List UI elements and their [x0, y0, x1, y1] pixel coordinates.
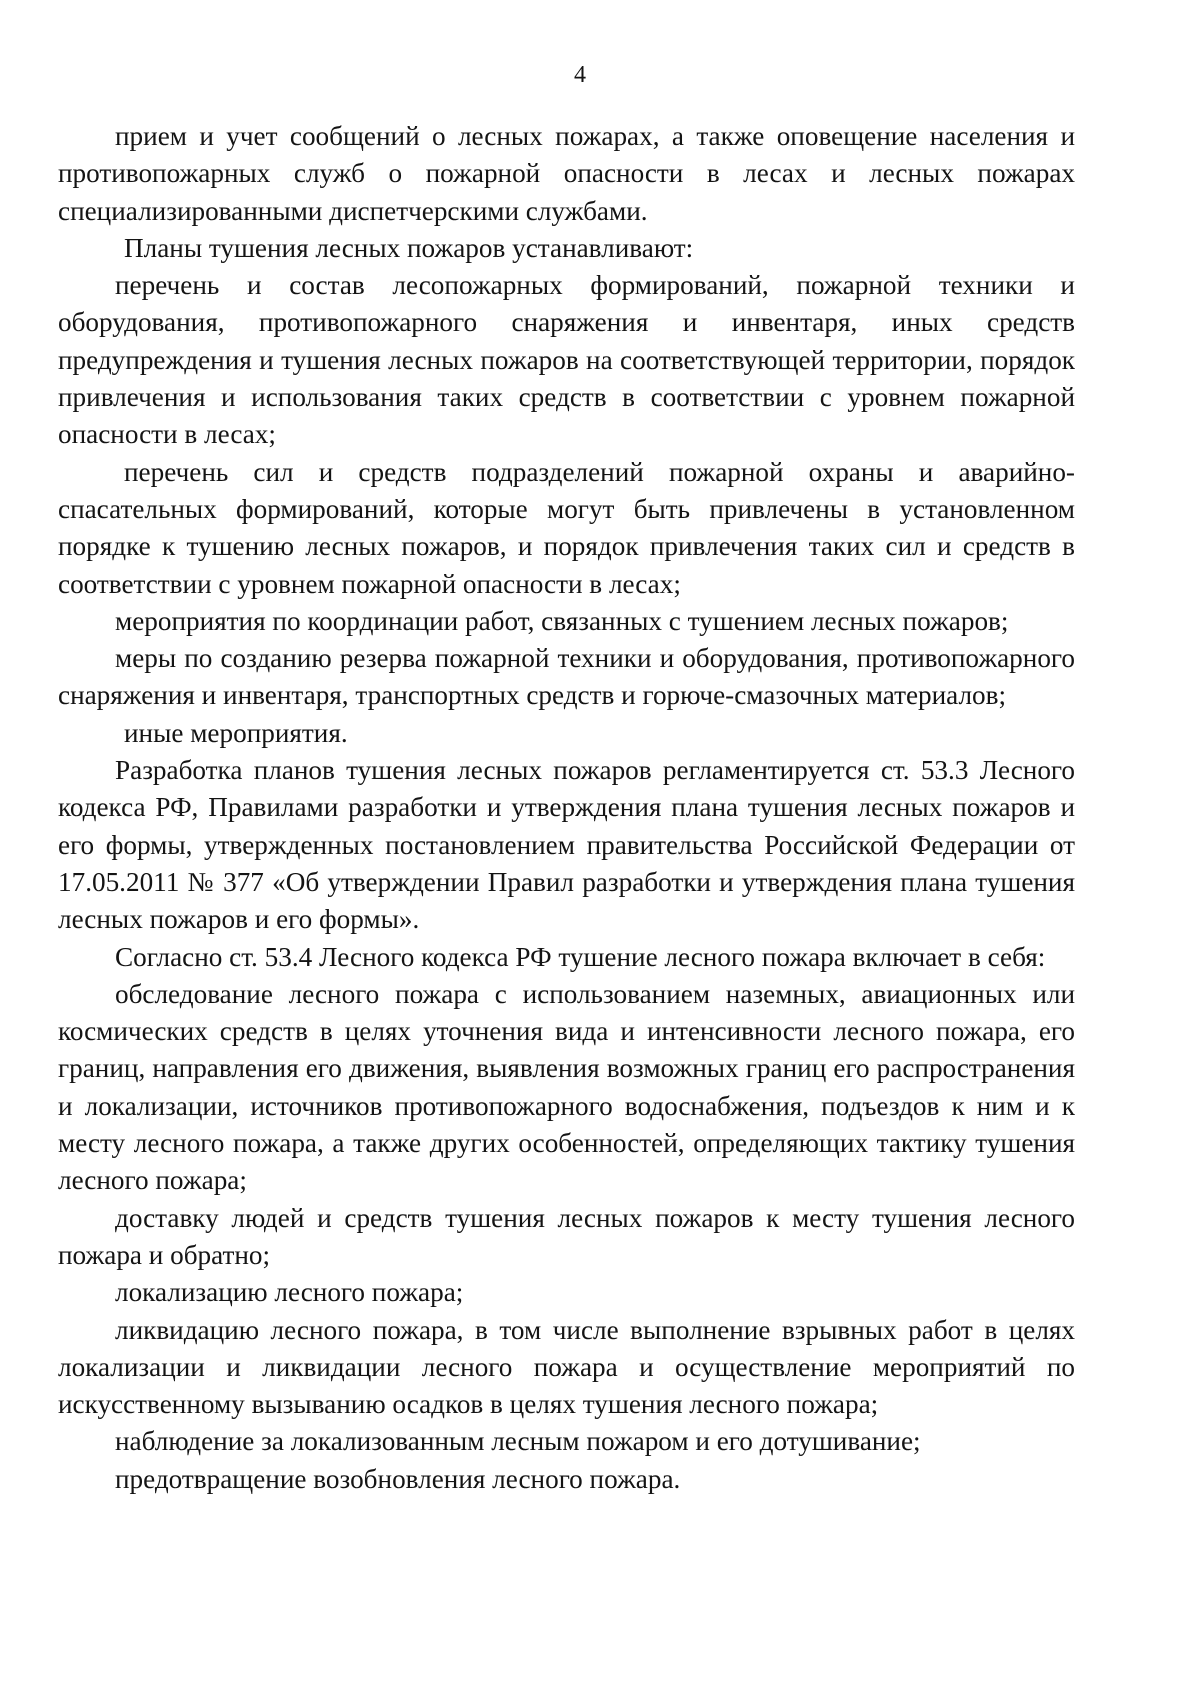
paragraph-notifications: прием и учет сообщений о лесных пожарах, а также оповещение населения и противопожарных служб о пожарной опасности в лесах и лесных пожарах специализированными диспетчерскими службами. [58, 121, 1075, 226]
page-number: 4 [574, 62, 586, 88]
paragraph-other-measures: иные мероприятия. [124, 717, 348, 748]
paragraph-liquidation: ликвидацию лесного пожара, в том числе выполнение взрывных работ в целях локализации и ликвидации лесного пожара и осуществление мероприятий по искусственному вызыванию осадков в целях тушения лесного пожара; [58, 1314, 1075, 1420]
paragraph-formations-list: перечень и состав лесопожарных формирований, пожарной техники и оборудования, противопожарного снаряжения и инвентаря, иных средств предупреждения и тушения лесных пожаров на соответствующей территории, порядок привлечения и использования таких средств в соответствии с уровнем пожарной опасности в лесах; [58, 270, 1075, 450]
paragraph-prevention: предотвращение возобновления лесного пожара. [115, 1463, 681, 1494]
paragraph-survey: обследование лесного пожара с использованием наземных, авиационных или космических средств в целях уточнения вида и интенсивности лесного пожара, его границ, направления его движения, выявления возможных границ его распространения и локализации, источников противопожарного водоснабжения, подъездов к ним и к месту лесного пожара, а также других особенностей, определяющих тактику тушения лесного пожара; [58, 978, 1075, 1196]
paragraph-article-534: Согласно ст. 53.4 Лесного кодекса РФ тушение лесного пожара включает в себя: [115, 941, 1046, 972]
paragraph-plans-intro: Планы тушения лесных пожаров устанавливают: [124, 232, 694, 263]
paragraph-reserve: меры по созданию резерва пожарной техники и оборудования, противопожарного снаряжения и инвентаря, транспортных средств и горюче-смазочных материалов; [58, 643, 1075, 711]
body-text [58, 118, 1075, 1498]
paragraph-observation: наблюдение за локализованным лесным пожаром и его дотушивание; [115, 1426, 921, 1457]
paragraph-coordination: мероприятия по координации работ, связанных с тушением лесных пожаров; [115, 605, 1009, 636]
paragraph-localization: локализацию лесного пожара; [115, 1277, 464, 1308]
paragraph-forces-list: перечень сил и средств подразделений пожарной охраны и аварийно-спасательных формирований, которые могут быть привлечены в установленном порядке к тушению лесных пожаров, и порядок привлечения таких сил и средств в соответствии с уровнем пожарной опасности в лесах; [58, 456, 1075, 599]
paragraph-regulation: Разработка планов тушения лесных пожаров регламентируется ст. 53.3 Лесного кодекса РФ, Правилами разработки и утверждения плана тушения лесных пожаров и его формы, утвержденных постановлением правительства Российской Федерации от 17.05.2011 № 377 «Об утверждении Правил разработки и утверждения плана тушения лесных пожаров и его формы». [58, 755, 1075, 935]
paragraph-delivery: доставку людей и средств тушения лесных пожаров к месту тушения лесного пожара и обратно; [58, 1202, 1075, 1270]
